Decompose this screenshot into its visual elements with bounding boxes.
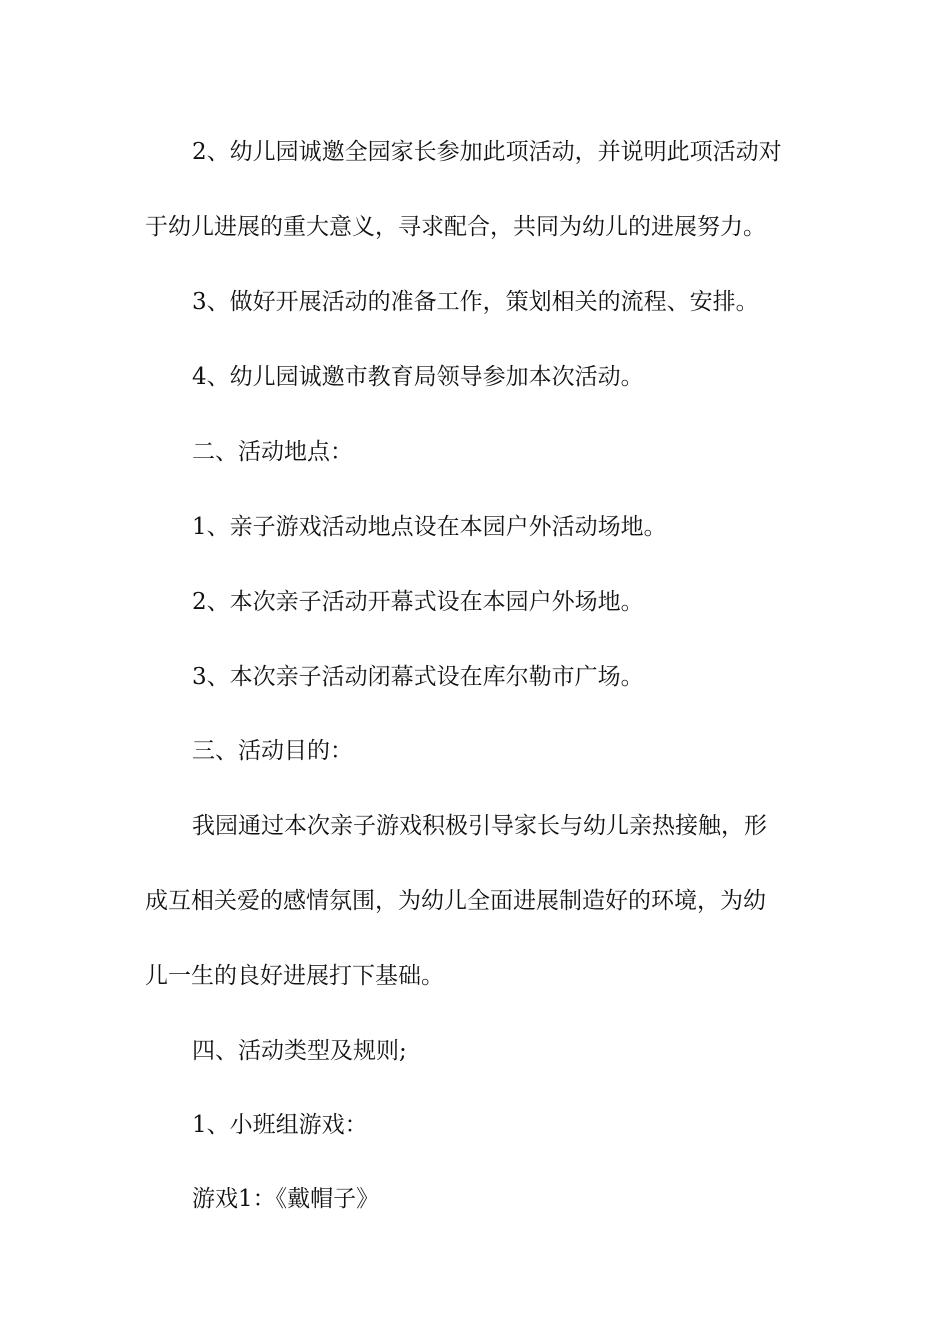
section-heading: 三、活动目的： [192,738,353,764]
text-line: 游戏1：《戴帽子》 [192,1186,380,1212]
section-heading: 四、活动类型及规则; [192,1038,407,1064]
text-line: 2、本次亲子活动开幕式设在本园户外场地。 [192,589,644,615]
text-line: 4、幼儿园诚邀市教育局领导参加本次活动。 [192,364,644,390]
text-line: 成互相关爱的感情氛围，为幼儿全面进展制造好的环境，为幼 [145,888,766,914]
text-line: 3、本次亲子活动闭幕式设在库尔勒市广场。 [192,664,644,690]
section-heading: 二、活动地点： [192,439,353,465]
text-line: 2、幼儿园诚邀全园家长参加此项活动，并说明此项活动对 [192,139,782,165]
text-line: 于幼儿进展的重大意义，寻求配合，共同为幼儿的进展努力。 [145,214,766,240]
text-line: 3、做好开展活动的准备工作，策划相关的流程、安排。 [192,289,759,315]
text-line: 1、亲子游戏活动地点设在本园户外活动场地。 [192,514,667,540]
text-line: 儿一生的良好进展打下基础。 [145,963,444,989]
text-line: 我园通过本次亲子游戏积极引导家长与幼儿亲热接触，形 [192,813,767,839]
text-line: 1、小班组游戏： [192,1112,368,1138]
